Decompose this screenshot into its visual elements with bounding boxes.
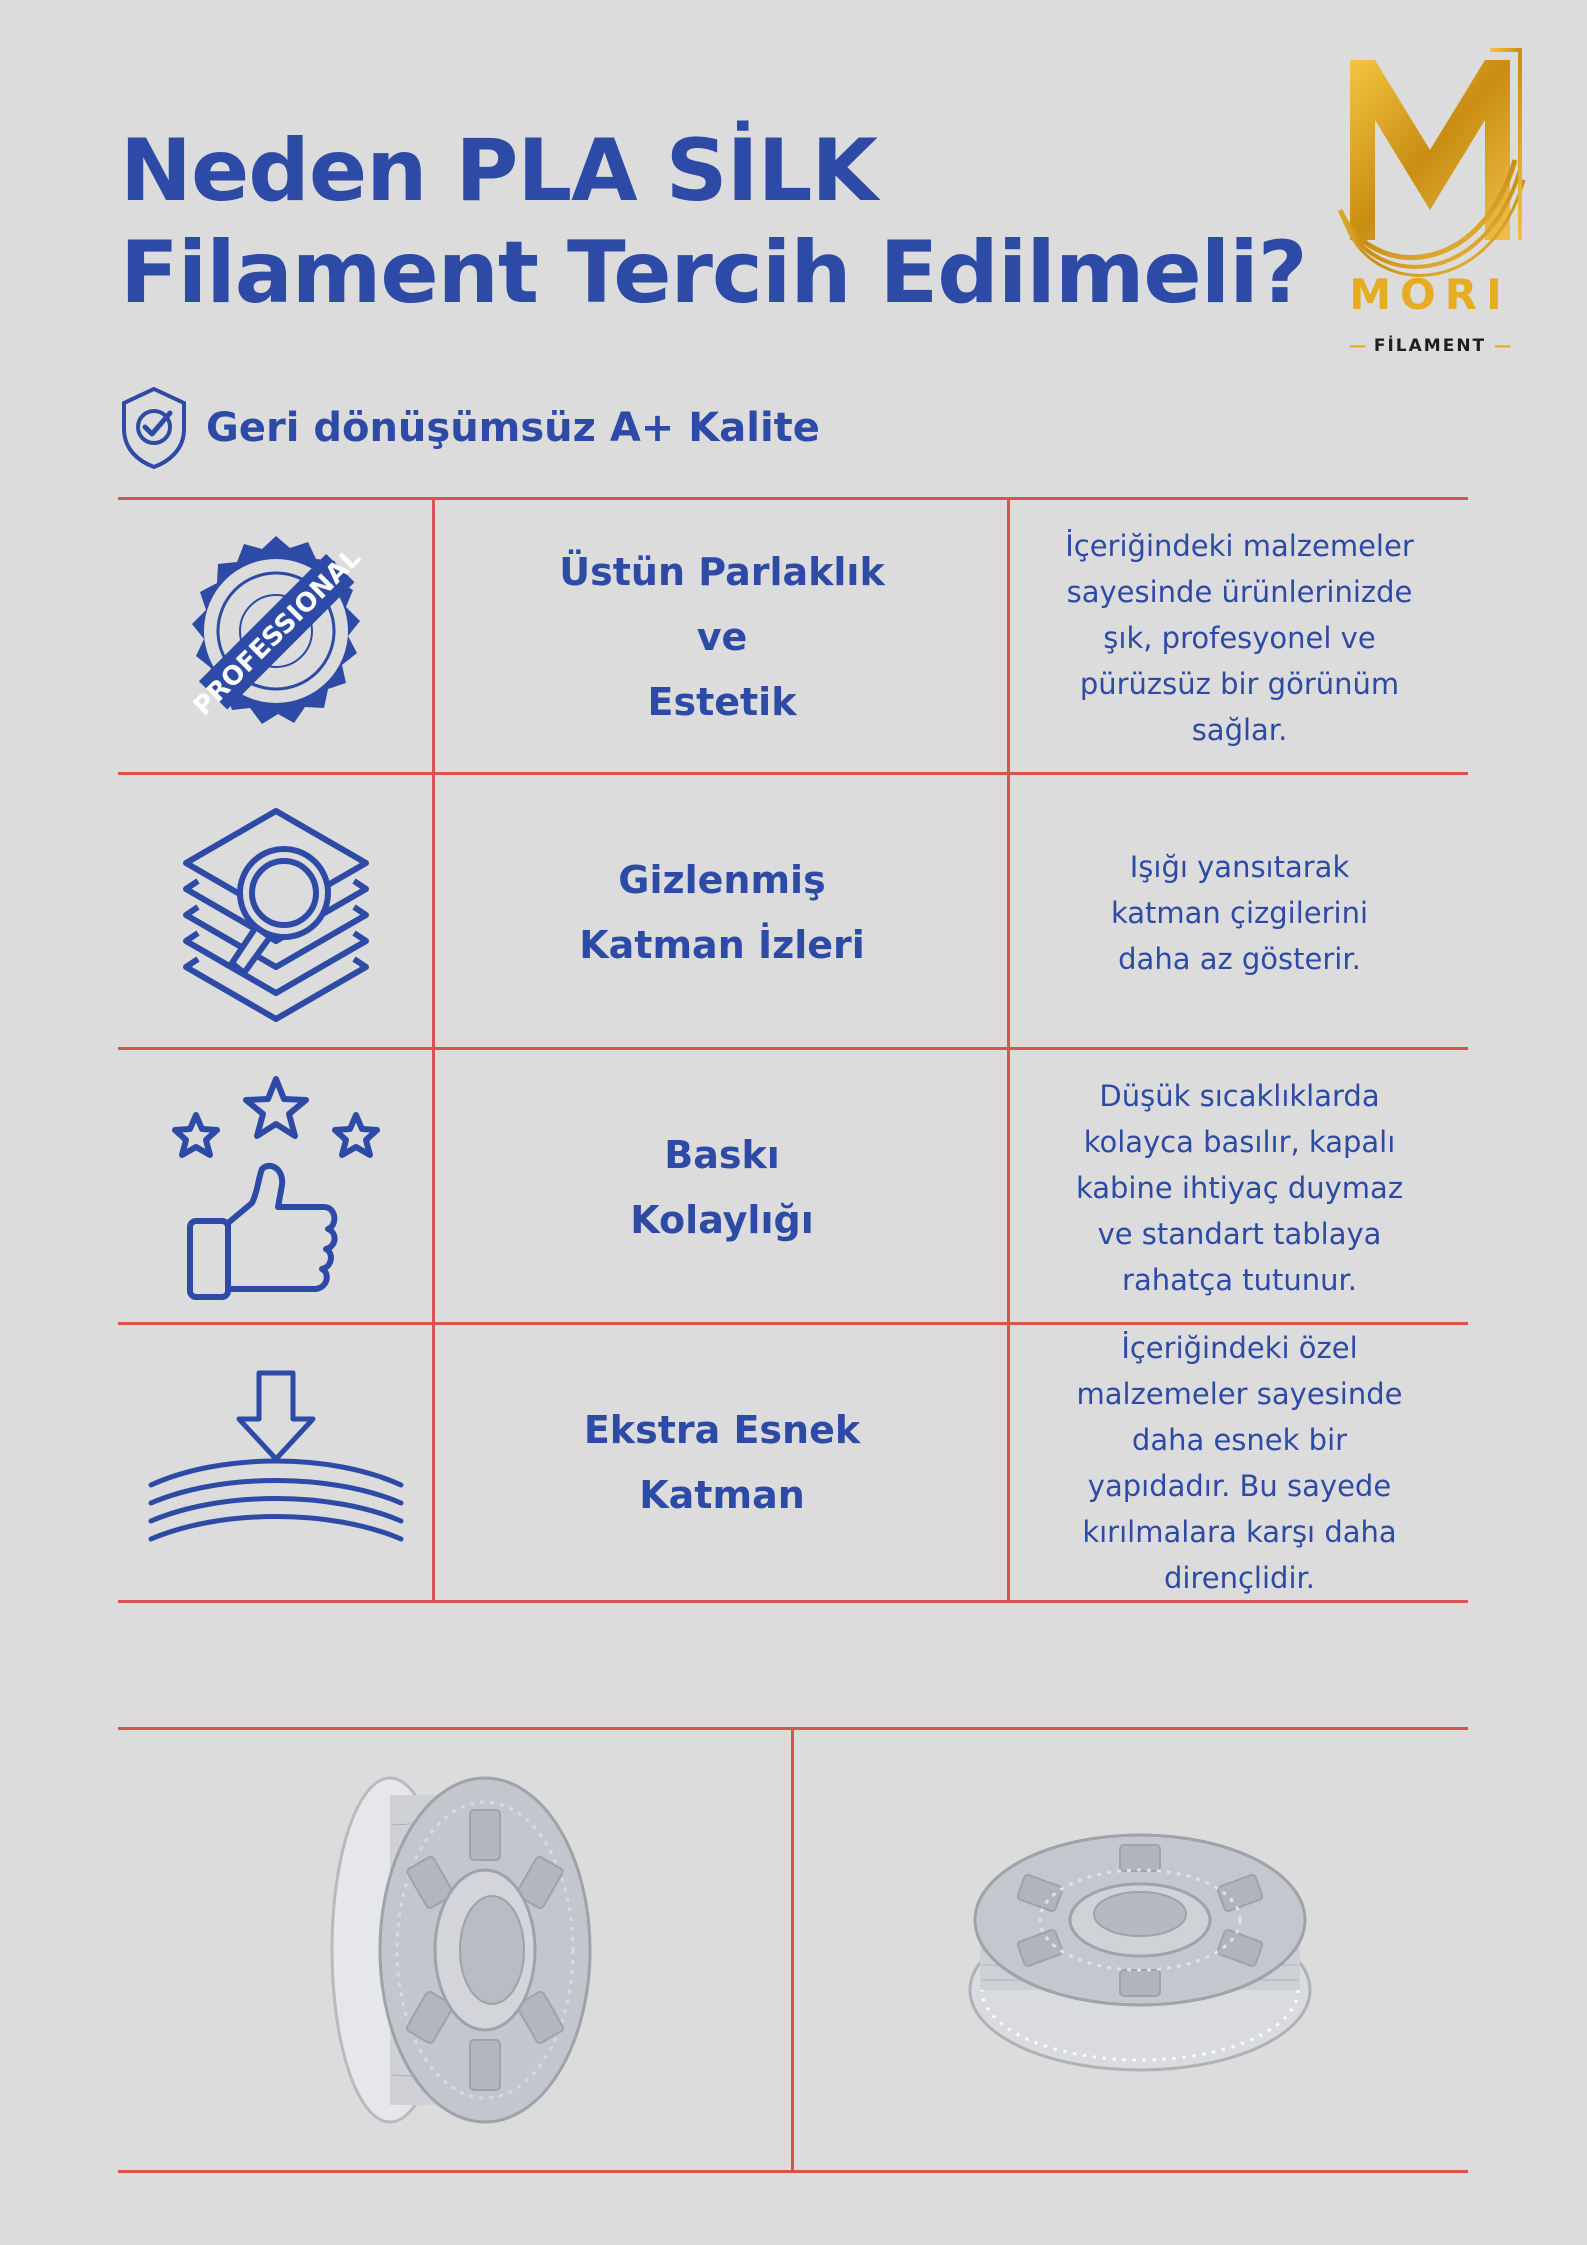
feature-title-cell [436, 1325, 1008, 1600]
feature-title-cell [436, 775, 1008, 1050]
feature-icon-cell [118, 500, 433, 775]
feature-description-cell [1011, 1050, 1468, 1325]
feature-title: Ekstra Esnek Katman [583, 1407, 861, 1517]
filament-spool-side-image [270, 1765, 600, 2135]
quality-text: Geri dönüşümsüz A+ Kalite [206, 405, 820, 451]
feature-description-cell [1011, 775, 1468, 1050]
quality-statement [118, 385, 820, 471]
brand-subtitle-text: FİLAMENT [1373, 336, 1487, 356]
feature-title: Üstün Parlaklık ve Estetik [559, 550, 885, 724]
feature-title-cell [436, 1050, 1008, 1325]
flexible-layer-icon [141, 1363, 411, 1563]
feature-description: İçeriğindeki malzemeler sayesinde ürünlerinizde şık, profesyonel ve pürüzsüz bir görünüm sağlar. [1065, 528, 1414, 747]
brand-subtitle: — FİLAMENT — [1348, 336, 1512, 356]
page-title [120, 120, 1307, 324]
feature-row [118, 500, 1468, 775]
feature-row [118, 775, 1468, 1050]
feature-row [118, 1050, 1468, 1325]
feature-icon-cell [118, 1050, 433, 1325]
page-title-line-1: Neden PLA SİLK [120, 121, 878, 221]
feature-title: Baskı Kolaylığı [630, 1132, 814, 1242]
professional-badge-icon [166, 528, 386, 748]
feature-description: İçeriğindeki özel malzemeler sayesinde daha esnek bir yapıdadır. Bu sayede kırılmalara karşı daha dirençlidir. [1076, 1330, 1403, 1595]
feature-description-cell [1011, 500, 1468, 775]
brand-name: MORI [1349, 270, 1511, 319]
layers-magnifier-icon [176, 803, 376, 1023]
feature-description: Düşük sıcaklıklarda kolayca basılır, kapalı kabine ihtiyaç duymaz ve standart tablaya rahatça tutunur. [1075, 1078, 1404, 1297]
page-title-line-2: Filament Tercih Edilmeli? [120, 223, 1307, 323]
feature-title-cell [436, 500, 1008, 775]
feature-title: Gizlenmiş Katman İzleri [579, 857, 865, 967]
feature-icon-cell [118, 1325, 433, 1600]
filament-spool-angled-image [960, 1810, 1320, 2090]
feature-icon-cell [118, 775, 433, 1050]
badge-text: PROFESSIONAL [187, 542, 367, 722]
mori-logo-icon [1330, 40, 1530, 370]
image-column-divider [791, 1727, 794, 2173]
shield-check-icon [118, 385, 190, 471]
feature-row [118, 1325, 1468, 1600]
feature-description: Işığı yansıtarak katman çizgilerini daha az gösterir. [1110, 849, 1369, 976]
feature-description-cell [1011, 1325, 1468, 1600]
thumbs-up-stars-icon [166, 1073, 386, 1303]
